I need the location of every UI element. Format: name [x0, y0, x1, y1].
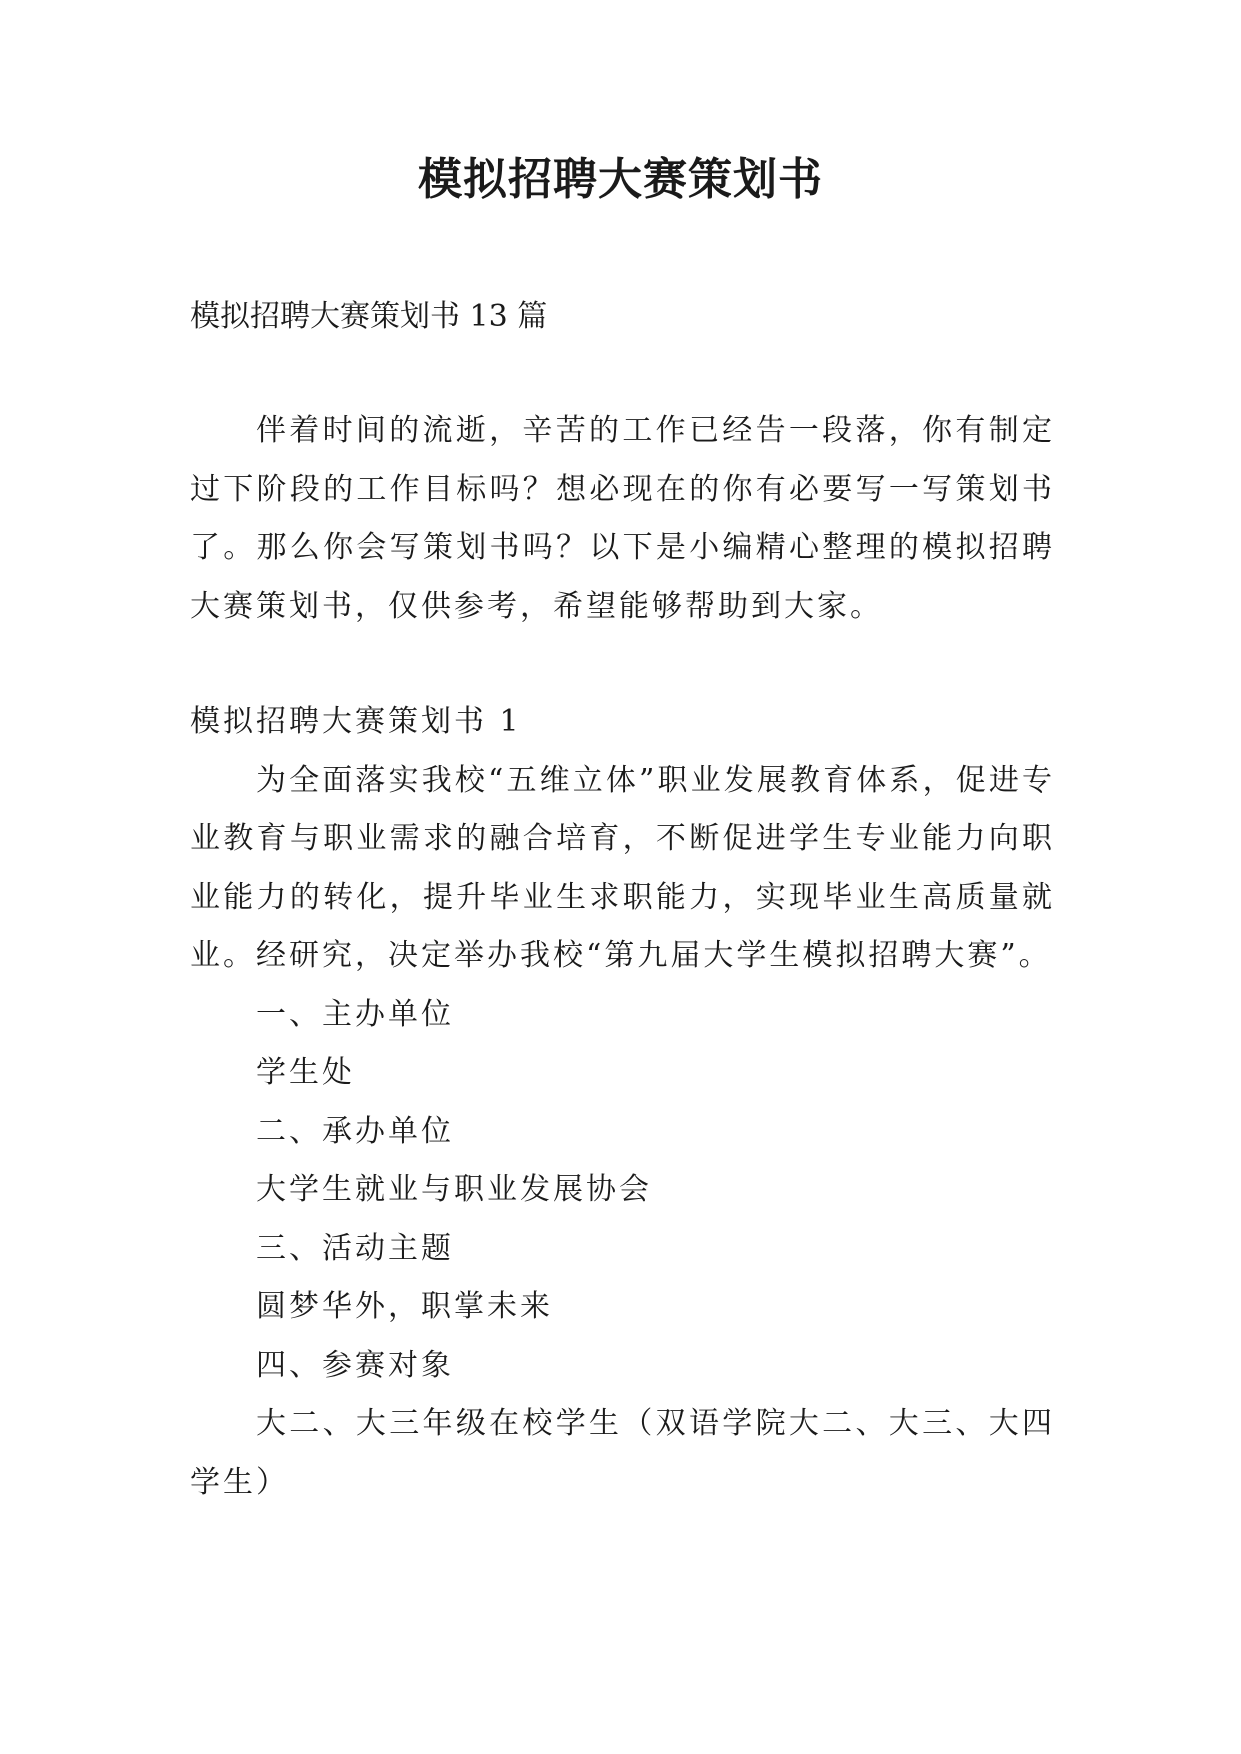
section-item-theme: 圆梦华外，职掌未来 — [256, 1289, 553, 1324]
document-title: 模拟招聘大赛策划书 — [418, 154, 823, 205]
section-item-participants-heading: 四、参赛对象 — [256, 1347, 454, 1383]
section-item-organizer-heading: 一、主办单位 — [256, 996, 454, 1032]
section-item-theme-heading: 三、活动主题 — [256, 1230, 454, 1266]
intro-paragraph: 伴着时间的流逝，辛苦的工作已经告一段落，你有制定过下阶段的工作目标吗？想必现在的你有必要写一写策划书了。那么你会写策划书吗？以下是小编精心整理的模拟招聘大赛策划书，仅供参考，希望能够帮助到大家。 — [190, 413, 1055, 624]
intro-block — [190, 402, 1055, 636]
section-item-organizer: 学生处 — [256, 1055, 355, 1090]
section-1 — [190, 693, 1055, 1512]
document-subtitle: 模拟招聘大赛策划书 13 篇 — [190, 299, 548, 334]
section-item-participants: 大二、大三年级在校学生（双语学院大二、大三、大四学生） — [190, 1406, 1055, 1500]
section-heading: 模拟招聘大赛策划书 1 — [190, 704, 522, 739]
section-paragraph: 为全面落实我校“五维立体”职业发展教育体系，促进专业教育与职业需求的融合培育，不断促进学生专业能力向职业能力的转化，提升毕业生求职能力，实现毕业生高质量就业。经研究，决定举办我校“第九届大学生模拟招聘大赛”。 — [190, 762, 1055, 973]
section-item-host-heading: 二、承办单位 — [256, 1113, 454, 1149]
section-item-host: 大学生就业与职业发展协会 — [256, 1172, 652, 1207]
